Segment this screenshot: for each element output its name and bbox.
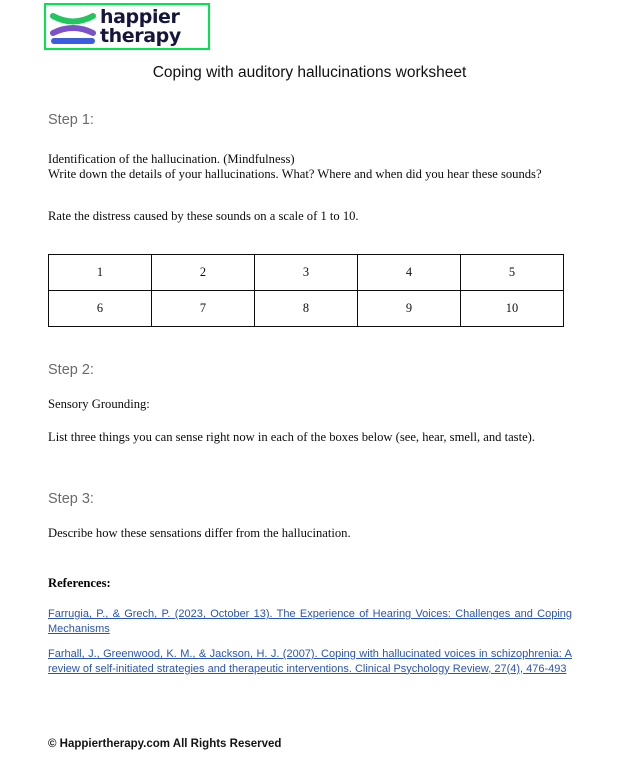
table-row (49, 255, 564, 291)
step-3-heading: Step 3: (48, 491, 94, 507)
references-heading: References: (48, 576, 111, 590)
reference-link-1[interactable]: Farrugia, P., & Grech, P. (2023, October 13). The Experience of Hearing Voices: Challenges and Coping Mechanisms (48, 608, 572, 635)
step-2-subheading: Sensory Grounding: (48, 397, 150, 411)
scale-cell[interactable]: 3 (255, 255, 358, 291)
brand-wordmark-line2: therapy (100, 24, 181, 47)
three-wave-mark-icon (49, 7, 97, 47)
step-1-line-1: Identification of the hallucination. (Mindfulness) (48, 152, 295, 166)
reference-link-2[interactable]: Farhall, J., Greenwood, K. M., & Jackson, H. J. (2007). Coping with hallucinated voices in schizophrenia: A review of self-initiated strategies and therapeutic interventions. Clinical Psychology Review, 27(4), 476-493 (48, 648, 572, 675)
step-2-heading: Step 2: (48, 362, 94, 378)
scale-cell[interactable]: 6 (49, 291, 152, 327)
table-row (49, 291, 564, 327)
distress-scale-table (48, 254, 564, 327)
step-3-instruction: Describe how these sensations differ from the hallucination. (48, 526, 351, 540)
step-1-rating-prompt: Rate the distress caused by these sounds on a scale of 1 to 10. (48, 209, 359, 223)
scale-cell[interactable]: 5 (461, 255, 564, 291)
scale-cell[interactable]: 8 (255, 291, 358, 327)
step-1-line-2: Write down the details of your hallucinations. What? Where and when did you hear these sounds? (48, 167, 542, 181)
scale-cell[interactable]: 2 (152, 255, 255, 291)
brand-wordmark (100, 5, 181, 47)
page-title: Coping with auditory hallucinations worksheet (152, 64, 467, 81)
scale-cell[interactable]: 9 (358, 291, 461, 327)
scale-cell[interactable]: 4 (358, 255, 461, 291)
scale-cell[interactable]: 1 (49, 255, 152, 291)
step-2-instruction: List three things you can sense right now in each of the boxes below (see, hear, smell, and taste). (48, 430, 536, 444)
worksheet-body (48, 112, 572, 676)
scale-cell[interactable]: 7 (152, 291, 255, 327)
step-1-heading: Step 1: (48, 112, 94, 128)
footer-copyright: © Happiertherapy.com All Rights Reserved (48, 738, 282, 750)
brand-logo (44, 3, 210, 50)
brand-wordmark-line1: happier (100, 5, 180, 28)
scale-cell[interactable]: 10 (461, 291, 564, 327)
